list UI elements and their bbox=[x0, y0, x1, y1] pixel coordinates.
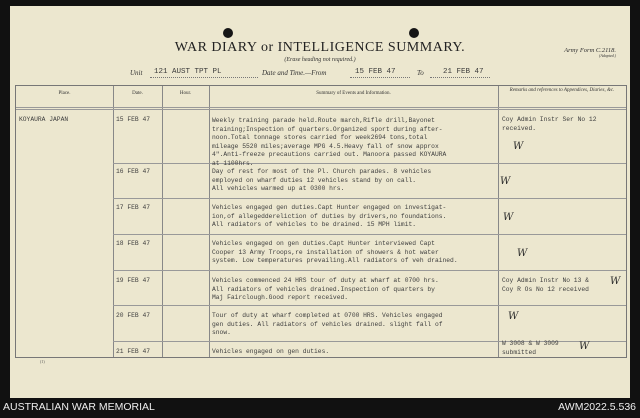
unit-label: Unit bbox=[130, 69, 143, 77]
from-date-value: 15 FEB 47 bbox=[355, 68, 396, 76]
punch-hole bbox=[223, 28, 233, 38]
page-subtitle: (Erase heading not required.) bbox=[284, 57, 356, 63]
column-header-remarks: Remarks and references to Appendices, Diaries, &c. bbox=[509, 88, 615, 93]
summary-line: Vehicles engaged on gen duties.Capt Hunter interviewed Capt bbox=[212, 240, 435, 247]
summary-line: Cooper 13 Army Troops,re installation of showers & hot water bbox=[212, 248, 439, 256]
entry-summary bbox=[212, 240, 458, 266]
entry-summary bbox=[212, 312, 443, 338]
to-date-value: 21 FEB 47 bbox=[443, 68, 484, 76]
entry-summary bbox=[212, 117, 446, 168]
entry-summary bbox=[212, 204, 446, 230]
diary-sheet bbox=[10, 6, 630, 398]
officer-initials: W bbox=[500, 176, 511, 187]
summary-line: All radiators of vehicles drained.Inspection of quarters by bbox=[212, 285, 435, 293]
summary-line: training;Inspection of quarters.Organized sport during after- bbox=[212, 125, 443, 133]
summary-line: Day of rest for most of the Pl. Church parades. 8 vehicles bbox=[212, 168, 432, 175]
row-divider bbox=[113, 198, 626, 199]
entry-date: 16 FEB 47 bbox=[116, 168, 151, 175]
page-footnote: (1) bbox=[40, 359, 45, 364]
summary-line: gen duties. All radiators of vehicles drained. slight fall of bbox=[212, 320, 443, 328]
officer-initials: W bbox=[503, 212, 514, 223]
row-divider bbox=[113, 234, 626, 235]
row-divider bbox=[113, 305, 626, 306]
column-header-place: Place. bbox=[58, 91, 71, 96]
date-time-label: Date and Time.—From bbox=[262, 69, 327, 77]
to-underline bbox=[430, 77, 490, 78]
entry-date: 21 FEB 47 bbox=[116, 348, 151, 355]
summary-line: ion,of allegeddereliction of duties by drivers,no foundations. bbox=[212, 212, 447, 220]
to-label: To bbox=[417, 69, 424, 77]
archive-credit: AUSTRALIAN WAR MEMORIAL bbox=[3, 401, 155, 413]
column-divider bbox=[113, 86, 114, 357]
summary-line: Maj Fairclough.Good report received. bbox=[212, 294, 349, 301]
summary-line: at 1100hrs. bbox=[212, 159, 254, 167]
entry-date: 20 FEB 47 bbox=[116, 312, 151, 319]
entry-remarks bbox=[502, 340, 559, 357]
form-reference bbox=[564, 47, 616, 58]
officer-initials: W bbox=[610, 276, 621, 287]
page-title: WAR DIARY or INTELLIGENCE SUMMARY. bbox=[174, 40, 466, 55]
entry-remarks bbox=[502, 277, 589, 294]
officer-initials: W bbox=[579, 341, 590, 352]
summary-line: snow. bbox=[212, 329, 231, 336]
officer-initials: W bbox=[508, 311, 519, 322]
remarks-line: W 3008 & W 3009 bbox=[502, 340, 559, 347]
column-divider bbox=[498, 86, 499, 357]
summary-line: All vehicles warmed up at 0300 hrs. bbox=[212, 185, 345, 192]
summary-line: Tour of duty at wharf completed at 0700 HRS. Vehicles engaged bbox=[212, 312, 443, 319]
archive-reference: AWM2022.5.536 bbox=[558, 401, 636, 413]
remarks-line: Coy Admin Instr No 13 & bbox=[502, 277, 589, 284]
unit-underline bbox=[150, 77, 258, 78]
unit-value: 121 AUST TPT PL bbox=[154, 68, 222, 76]
form-reference-note: (Adapted.) bbox=[599, 53, 616, 58]
summary-line: Weekly training parade held.Route march,Rifle drill,Bayonet bbox=[212, 117, 435, 124]
summary-line: All radiators of vehicles to be drained. 15 MPH limit. bbox=[212, 221, 417, 228]
remarks-line: Coy R Os No 12 received bbox=[502, 285, 589, 293]
column-divider bbox=[209, 86, 210, 357]
header-rule bbox=[16, 109, 626, 110]
column-divider bbox=[162, 86, 163, 357]
summary-line: Vehicles commenced 24 HRS tour of duty at wharf at 0700 hrs. bbox=[212, 277, 439, 284]
column-header-hour: Hour. bbox=[179, 91, 192, 96]
place-entry: KOYAURA JAPAN bbox=[19, 116, 69, 123]
remarks-line: received. bbox=[502, 124, 537, 132]
entry-date: 15 FEB 47 bbox=[116, 116, 151, 123]
form-reference-label: Army Form C.2118. bbox=[564, 47, 616, 54]
entry-summary bbox=[212, 168, 431, 194]
remarks-line: Coy Admin Instr Ser No 12 bbox=[502, 116, 597, 123]
summary-line: noon.Total tonnage stores carried for week2694 tons,total bbox=[212, 134, 428, 141]
summary-line: Vehicles engaged on gen duties. bbox=[212, 348, 330, 355]
entry-date: 18 FEB 47 bbox=[116, 240, 151, 247]
entry-remarks bbox=[502, 116, 596, 133]
entry-date: 19 FEB 47 bbox=[116, 277, 151, 284]
row-divider bbox=[113, 270, 626, 271]
diary-table bbox=[15, 85, 627, 358]
officer-initials: W bbox=[517, 248, 528, 259]
summary-line: 4".Anti-freeze precautions carried out. Manoora passed KOYAURA bbox=[212, 151, 447, 158]
entry-summary bbox=[212, 277, 439, 303]
column-header-summary: Summary of Events and Information. bbox=[316, 91, 391, 96]
header-rule bbox=[16, 107, 626, 108]
from-underline bbox=[350, 77, 410, 78]
summary-line: mileage 5520 miles;average MPG 4.5.Heavy fall of snow approx bbox=[212, 142, 439, 150]
summary-line: system. Low temperatures prevailing.All radiators of veh drained. bbox=[212, 257, 458, 264]
summary-line: employed on wharf duties 12 vehicles stand by on call. bbox=[212, 176, 417, 184]
summary-line: Vehicles engaged gen duties.Capt Hunter engaged on investigat- bbox=[212, 204, 447, 211]
entry-summary bbox=[212, 348, 329, 357]
punch-hole bbox=[409, 28, 419, 38]
entry-date: 17 FEB 47 bbox=[116, 204, 151, 211]
remarks-line: submitted bbox=[502, 348, 537, 356]
officer-initials: W bbox=[513, 141, 524, 152]
column-header-date: Date. bbox=[132, 91, 143, 96]
